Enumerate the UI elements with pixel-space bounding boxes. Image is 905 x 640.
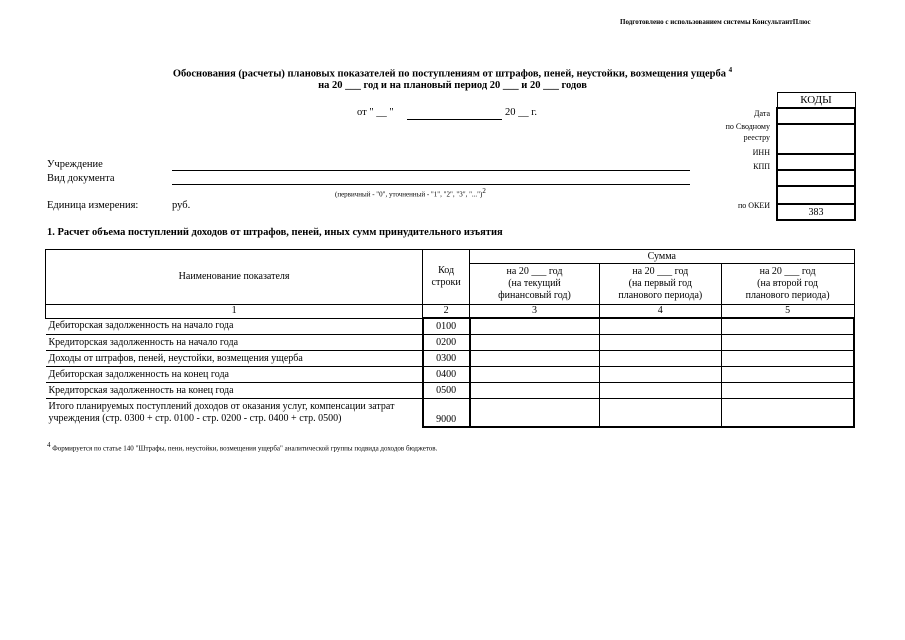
code-registry-label-1: по Сводному <box>725 122 770 131</box>
total-name-2: учреждения (стр. 0300 + стр. 0100 - стр. 0200 - стр. 0400 + стр. 0500) <box>48 413 342 424</box>
row-value-cell[interactable] <box>599 318 721 335</box>
row-value-cell[interactable] <box>721 351 854 367</box>
codes-header: КОДЫ <box>777 93 855 109</box>
row-value-cell[interactable] <box>721 383 854 399</box>
unit-value: руб. <box>172 200 191 211</box>
col3-line2: (на текущий <box>508 278 561 289</box>
codes-table <box>776 92 856 221</box>
row-value-cell[interactable] <box>470 367 600 383</box>
col5-header <box>721 264 854 305</box>
row-value-cell[interactable] <box>721 335 854 351</box>
footnote-mark: 4 <box>47 441 51 449</box>
table-row-total <box>46 399 855 428</box>
table-row <box>46 318 855 335</box>
code-inn-cell[interactable] <box>777 154 855 170</box>
table-row <box>46 367 855 383</box>
doc-type-hint-text: (первичный - "0", уточненный - "1", "2", "3", "...") <box>335 190 483 199</box>
footnote <box>47 441 437 452</box>
code-kpp-cell[interactable] <box>777 170 855 186</box>
col-code-header-2: строки <box>431 277 461 288</box>
row-value-cell[interactable] <box>599 351 721 367</box>
col3-line3: финансовый год) <box>498 290 571 301</box>
row-value-cell[interactable] <box>470 383 600 399</box>
institution-line[interactable] <box>172 158 690 171</box>
total-value-cell[interactable] <box>470 399 600 428</box>
row-value-cell[interactable] <box>470 335 600 351</box>
row-name: Кредиторская задолженность на начало года <box>46 335 423 351</box>
num-5: 5 <box>721 305 854 319</box>
document-title <box>0 66 905 80</box>
row-name: Дебиторская задолженность на начало года <box>46 318 423 335</box>
code-date-label: Дата <box>754 109 770 118</box>
doc-type-hint-mark: 2 <box>482 187 486 195</box>
date-month-line <box>407 107 502 120</box>
title-line1: Обоснования (расчеты) плановых показателей по поступлениям от штрафов, пеней, неустойки, возмещения ущерба <box>172 68 726 80</box>
row-value-cell[interactable] <box>470 351 600 367</box>
title-footnote-mark: 4 <box>728 66 733 74</box>
row-value-cell[interactable] <box>599 367 721 383</box>
doc-type-label: Вид документа <box>47 173 115 184</box>
row-code: 0400 <box>423 367 470 383</box>
col-name-header: Наименование показателя <box>46 250 423 305</box>
total-value-cell[interactable] <box>721 399 854 428</box>
date-prefix: от " __ " <box>357 107 394 118</box>
row-name: Кредиторская задолженность на конец года <box>46 383 423 399</box>
row-code: 0300 <box>423 351 470 367</box>
calc-table <box>45 249 855 428</box>
total-code: 9000 <box>423 399 470 428</box>
doc-type-line[interactable] <box>172 172 690 185</box>
total-name-1: Итого планируемых поступлений доходов от оказания услуг, компенсации затрат <box>48 401 395 412</box>
col3-header <box>470 264 600 305</box>
doc-type-hint <box>335 187 486 198</box>
col3-line1: на 20 ___ год <box>506 266 563 277</box>
row-code: 0200 <box>423 335 470 351</box>
col5-line1: на 20 ___ год <box>759 266 816 277</box>
col-sum-header: Сумма <box>470 250 854 264</box>
col4-line3: планового периода) <box>618 290 703 301</box>
code-inn-label: ИНН <box>752 148 770 157</box>
title-line2: на 20 ___ год и на плановый период 20 ___ и 20 ___ годов <box>318 80 587 91</box>
code-okei-cell: 383 <box>777 204 855 220</box>
col-code-header-1: Код <box>438 265 455 276</box>
code-registry-cell[interactable] <box>777 124 855 154</box>
prepared-note: Подготовлено с использованием системы КонсультантПлюс <box>620 18 811 26</box>
code-kpp-label: КПП <box>753 162 770 171</box>
row-value-cell[interactable] <box>599 383 721 399</box>
row-name: Доходы от штрафов, пеней, неустойки, возмещения ущерба <box>46 351 423 367</box>
table-row <box>46 335 855 351</box>
institution-label: Учреждение <box>47 159 103 170</box>
row-value-cell[interactable] <box>599 335 721 351</box>
num-4: 4 <box>599 305 721 319</box>
table-row <box>46 383 855 399</box>
code-okei-label: по ОКЕИ <box>737 201 770 210</box>
row-code: 0500 <box>423 383 470 399</box>
row-value-cell[interactable] <box>470 318 600 335</box>
col5-line2: (на второй год <box>757 278 819 289</box>
section1-title: 1. Расчет объема поступлений доходов от штрафов, пеней, иных сумм принудительного изъятия <box>47 227 503 238</box>
code-registry-label-2: реестру <box>743 133 770 142</box>
col-code-header <box>423 250 470 305</box>
footnote-text: Формируется по статье 140 "Штрафы, пени, неустойки, возмещения ущерба" аналитической группы подвида доходов бюджетов. <box>52 444 438 453</box>
code-empty-cell[interactable] <box>777 186 855 204</box>
col4-header <box>599 264 721 305</box>
row-value-cell[interactable] <box>721 318 854 335</box>
date-year: 20 __ г. <box>505 107 537 118</box>
row-code: 0100 <box>423 318 470 335</box>
num-1: 1 <box>46 305 423 319</box>
num-3: 3 <box>470 305 600 319</box>
col5-line3: планового периода) <box>745 290 830 301</box>
unit-label: Единица измерения: <box>47 200 139 211</box>
code-date-cell[interactable] <box>777 108 855 124</box>
total-value-cell[interactable] <box>599 399 721 428</box>
col4-line1: на 20 ___ год <box>632 266 689 277</box>
total-name <box>46 399 423 428</box>
num-2: 2 <box>423 305 470 319</box>
row-name: Дебиторская задолженность на конец года <box>46 367 423 383</box>
row-value-cell[interactable] <box>721 367 854 383</box>
table-row <box>46 351 855 367</box>
col4-line2: (на первый год <box>628 278 692 289</box>
